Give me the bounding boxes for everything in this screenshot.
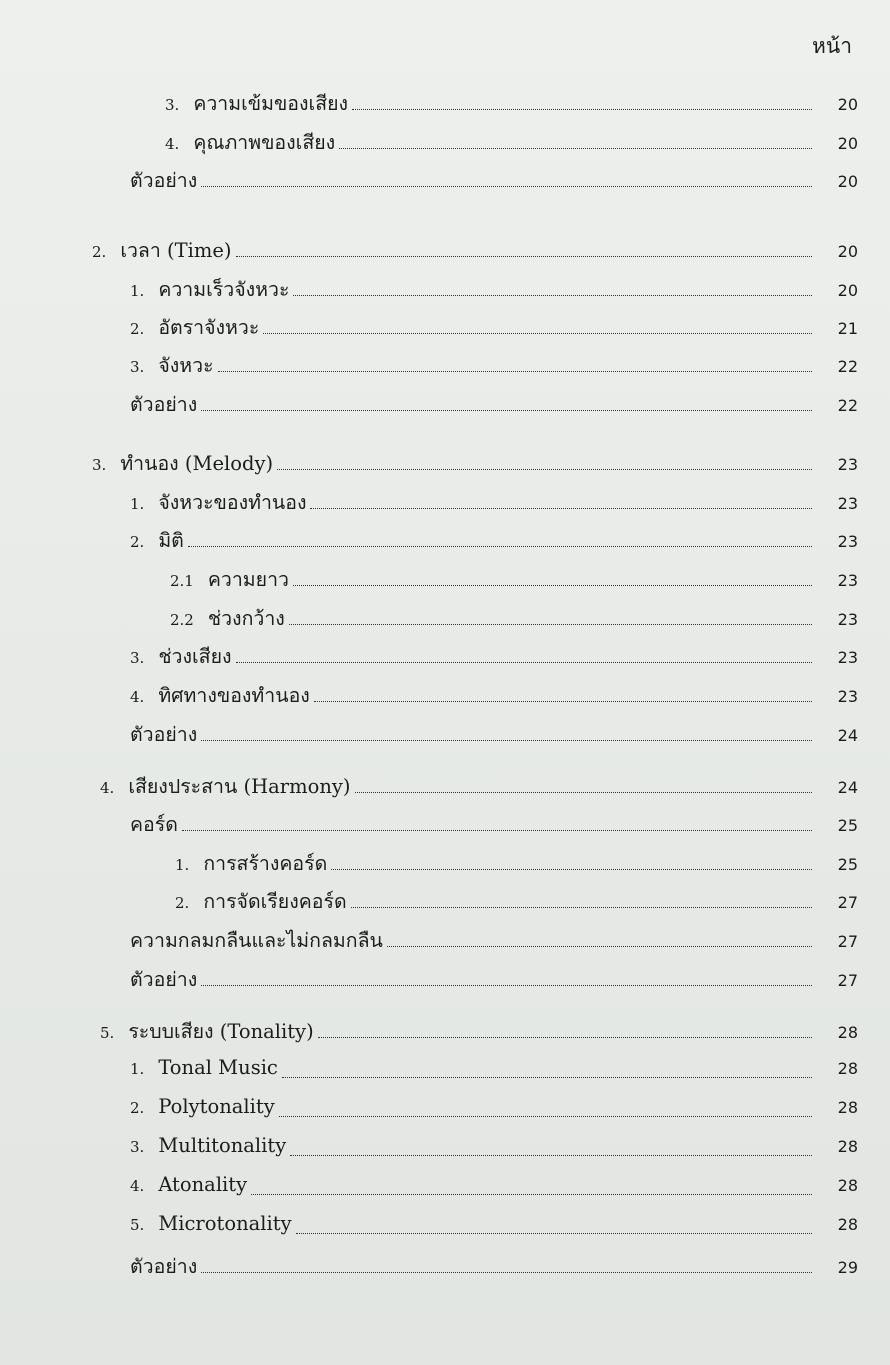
toc-entry-page-number: 20 (837, 172, 858, 191)
toc-entry (130, 809, 858, 839)
toc-entry-title: ตัวอย่าง (130, 1255, 198, 1278)
dot-leader (293, 295, 812, 296)
toc-entry-title: เวลา (Time) (120, 239, 232, 262)
toc-entry (130, 1134, 858, 1164)
toc-entry-page-number: 23 (837, 532, 858, 551)
toc-entry-page-number: 25 (837, 816, 858, 835)
dot-leader (289, 624, 812, 625)
toc-entry-page-number: 28 (837, 1137, 858, 1156)
toc-entry-title: ความเข้มของเสียง (193, 92, 349, 115)
toc-entry-title: จังหวะของทำนอง (158, 491, 307, 514)
toc-entry (165, 127, 858, 157)
dot-leader (201, 1272, 812, 1273)
toc-entry-number: 3. (130, 358, 145, 376)
toc-entry-title: คุณภาพของเสียง (193, 131, 336, 154)
toc-entry-page-number: 21 (837, 319, 858, 338)
toc-entry-title: คอร์ด (130, 813, 178, 836)
toc-entry-title: Tonal Music (158, 1056, 278, 1079)
toc-entry (92, 235, 858, 265)
dot-leader (263, 333, 812, 334)
toc-entry-number: 2. (175, 894, 190, 912)
toc-entry-page-number: 20 (837, 281, 858, 300)
dot-leader (339, 148, 812, 149)
toc-entry (130, 719, 858, 749)
toc-entry (130, 312, 858, 342)
toc-entry-number: 2. (130, 533, 145, 551)
toc-entry-title: ช่วงกว้าง (207, 607, 285, 630)
toc-entry-page-number: 23 (837, 687, 858, 706)
toc-entry (130, 1095, 858, 1125)
toc-entry-page-number: 23 (837, 648, 858, 667)
dot-leader (188, 546, 812, 547)
toc-entry-page-number: 23 (837, 455, 858, 474)
toc-entry-number: 1. (175, 856, 190, 874)
toc-entry (130, 165, 858, 195)
toc-entry (130, 1056, 858, 1086)
toc-entry-page-number: 28 (837, 1023, 858, 1042)
toc-entry-number: 2. (92, 243, 107, 261)
toc-entry-title: ทิศทางของทำนอง (158, 684, 310, 707)
toc-entry-page-number: 23 (837, 571, 858, 590)
dot-leader (218, 371, 812, 372)
toc-entry (130, 274, 858, 304)
toc-entry-title: ระบบเสียง (Tonality) (128, 1020, 314, 1043)
toc-entry (130, 1173, 858, 1203)
dot-leader (310, 508, 812, 509)
toc-entry-page-number: 29 (837, 1258, 858, 1277)
toc-entry (175, 848, 858, 878)
toc-entry-title: เสียงประสาน (Harmony) (128, 775, 351, 798)
toc-entry-number: 5. (100, 1024, 115, 1042)
toc-entry-number: 4. (165, 135, 180, 153)
toc-entry-number: 2.1 (170, 572, 194, 590)
dot-leader (282, 1077, 812, 1078)
toc-entry-title: จังหวะ (158, 354, 214, 377)
toc-entry-title: ตัวอย่าง (130, 169, 198, 192)
toc-entry-page-number: 23 (837, 494, 858, 513)
dot-leader (355, 792, 812, 793)
dot-leader (314, 701, 812, 702)
toc-entry (130, 1212, 858, 1242)
toc-entry-number: 2. (130, 320, 145, 338)
toc-entry-page-number: 24 (837, 778, 858, 797)
toc-entry-title: Multitonality (158, 1134, 287, 1157)
toc-entry-page-number: 24 (837, 726, 858, 745)
toc-entry-title: Polytonality (158, 1095, 275, 1118)
toc-entry (175, 886, 858, 916)
dot-leader (201, 186, 812, 187)
dot-leader (293, 585, 812, 586)
toc-entry-page-number: 28 (837, 1215, 858, 1234)
toc-entry-page-number: 22 (837, 396, 858, 415)
dot-leader (318, 1037, 812, 1038)
toc-entry-page-number: 27 (837, 893, 858, 912)
toc-entry-page-number: 28 (837, 1176, 858, 1195)
toc-entry (130, 964, 858, 994)
toc-entry-number: 3. (130, 1138, 145, 1156)
dot-leader (201, 410, 812, 411)
toc-entry-title: มิติ (158, 529, 184, 552)
toc-entry-title: การสร้างคอร์ด (203, 852, 328, 875)
toc-entry-title: ความยาว (207, 568, 289, 591)
dot-leader (279, 1116, 812, 1117)
toc-entry-page-number: 23 (837, 610, 858, 629)
toc-entry-title: ช่วงเสียง (158, 645, 232, 668)
toc-entry (130, 680, 858, 710)
dot-leader (387, 946, 812, 947)
toc-entry (130, 525, 858, 555)
page-column-header: หน้า (812, 34, 852, 58)
toc-entry-number: 1. (130, 1060, 145, 1078)
dot-leader (201, 740, 812, 741)
toc-entry-title: ทำนอง (Melody) (120, 452, 274, 475)
dot-leader (201, 985, 812, 986)
toc-entry-number: 4. (100, 779, 115, 797)
dot-leader (331, 869, 812, 870)
toc-entry (130, 350, 858, 380)
toc-entry-page-number: 27 (837, 932, 858, 951)
toc-entry-title: ความเร็วจังหวะ (158, 278, 290, 301)
toc-entry (100, 1016, 858, 1046)
toc-entry (165, 88, 858, 118)
toc-entry-page-number: 22 (837, 357, 858, 376)
toc-entry (130, 641, 858, 671)
toc-entry-number: 4. (130, 1177, 145, 1195)
toc-entry-title: การจัดเรียงคอร์ด (203, 890, 347, 913)
toc-entry-number: 4. (130, 688, 145, 706)
toc-entry-page-number: 20 (837, 134, 858, 153)
toc-entry (130, 925, 858, 955)
toc-entry-number: 5. (130, 1216, 145, 1234)
dot-leader (296, 1233, 812, 1234)
dot-leader (236, 662, 812, 663)
toc-entry-title: ความกลมกลืนและไม่กลมกลืน (130, 929, 383, 952)
toc-entry (170, 564, 858, 594)
toc-entry-title: Atonality (158, 1173, 248, 1196)
toc-entry-number: 3. (92, 456, 107, 474)
toc-entry (92, 448, 858, 478)
toc-entry-number: 3. (130, 649, 145, 667)
toc-entry-number: 1. (130, 282, 145, 300)
toc-entry-number: 1. (130, 495, 145, 513)
toc-entry-number: 3. (165, 96, 180, 114)
toc-entry-page-number: 28 (837, 1098, 858, 1117)
toc-entry (130, 1251, 858, 1281)
dot-leader (277, 469, 812, 470)
toc-entry (100, 771, 858, 801)
toc-entry (170, 603, 858, 633)
toc-entry-title: ตัวอย่าง (130, 393, 198, 416)
toc-entry-title: Microtonality (158, 1212, 292, 1235)
toc-entry-number: 2. (130, 1099, 145, 1117)
dot-leader (182, 830, 812, 831)
dot-leader (236, 256, 812, 257)
toc-entry-title: ตัวอย่าง (130, 968, 198, 991)
dot-leader (352, 109, 812, 110)
toc-entry (130, 389, 858, 419)
toc-entry-title: อัตราจังหวะ (158, 316, 260, 339)
toc-entry-page-number: 20 (837, 242, 858, 261)
toc-entry-page-number: 25 (837, 855, 858, 874)
toc-entry-page-number: 27 (837, 971, 858, 990)
toc-entry-page-number: 20 (837, 95, 858, 114)
dot-leader (351, 907, 812, 908)
toc-entry-number: 2.2 (170, 611, 194, 629)
dot-leader (290, 1155, 812, 1156)
dot-leader (251, 1194, 812, 1195)
toc-entry-page-number: 28 (837, 1059, 858, 1078)
toc-entry (130, 487, 858, 517)
toc-entry-title: ตัวอย่าง (130, 723, 198, 746)
